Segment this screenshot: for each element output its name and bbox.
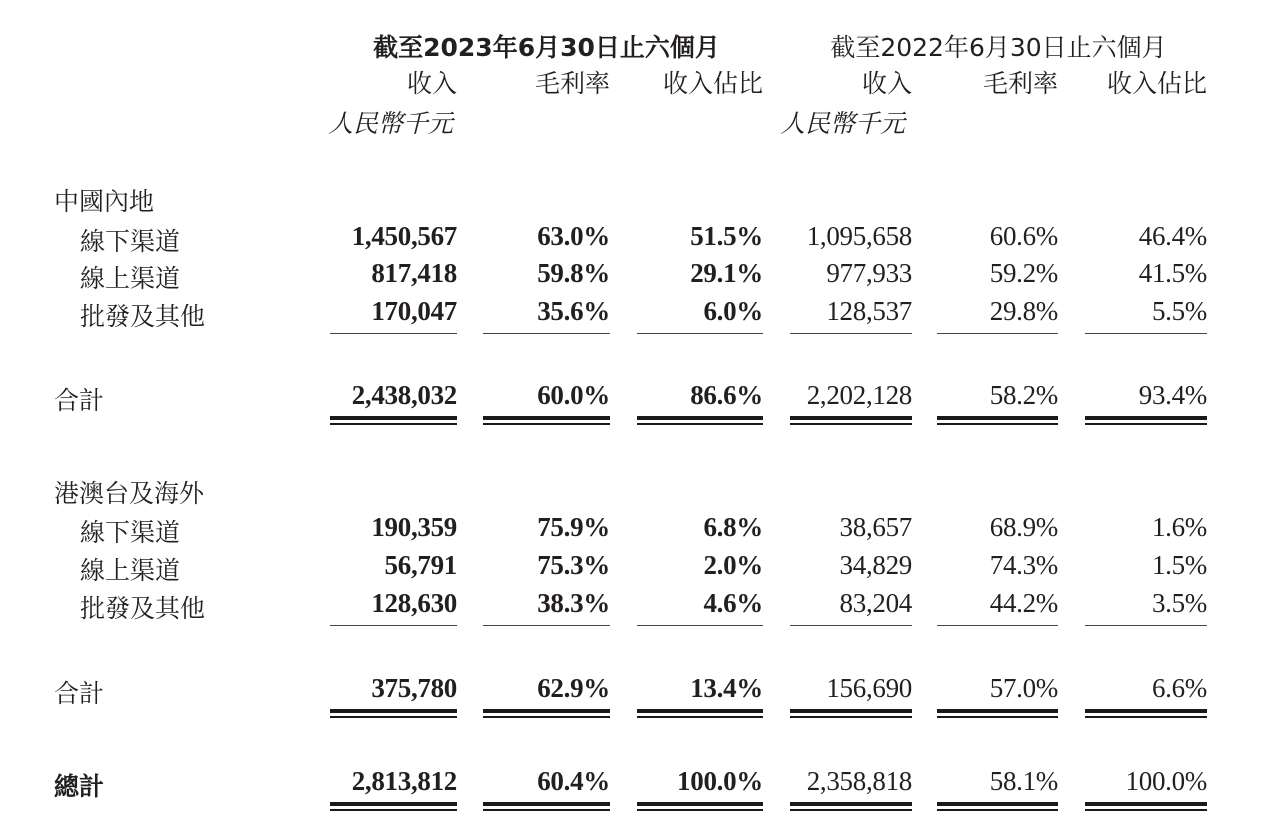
table-cell: 190,359 [371, 512, 457, 542]
underline [790, 625, 912, 626]
table-cell: 29.8% [989, 296, 1058, 326]
col-header-gross-margin-2022: 毛利率 [982, 69, 1058, 98]
subtotal-cell: 2,202,128 [806, 380, 912, 410]
grand-total-cell: 100.0% [677, 766, 763, 796]
grand-total-label: 總計 [54, 772, 105, 801]
table-cell: 1,450,567 [351, 221, 457, 251]
table-cell: 6.0% [703, 296, 763, 326]
grand-total-cell: 58.1% [989, 766, 1058, 796]
subtotal-label: 合計 [54, 679, 105, 708]
table-cell: 38.3% [537, 588, 610, 618]
row-label: 線上渠道 [80, 264, 181, 293]
table-cell: 44.2% [989, 588, 1058, 618]
table-cell: 56,791 [384, 550, 457, 580]
table-cell: 1.6% [1151, 512, 1207, 542]
underline [330, 333, 457, 334]
grand-total-cell: 2,813,812 [351, 766, 457, 796]
subtotal-cell: 13.4% [690, 673, 763, 703]
table-cell: 46.4% [1138, 221, 1207, 251]
table-cell: 5.5% [1151, 296, 1207, 326]
row-label: 線下渠道 [80, 518, 181, 547]
table-cell: 817,418 [371, 258, 457, 288]
unit-label-2022: 人民幣千元 [780, 109, 906, 138]
col-header-revenue-2022: 收入 [861, 69, 912, 98]
row-label: 批發及其他 [80, 302, 206, 331]
underline [330, 625, 457, 626]
underline [483, 625, 610, 626]
table-cell: 74.3% [989, 550, 1058, 580]
table-cell: 6.8% [703, 512, 763, 542]
underline [1085, 333, 1207, 334]
row-label: 批發及其他 [80, 594, 206, 623]
table-cell: 29.1% [690, 258, 763, 288]
subtotal-cell: 58.2% [989, 380, 1058, 410]
table-cell: 1.5% [1151, 550, 1207, 580]
subtotal-cell: 375,780 [371, 673, 457, 703]
subtotal-cell: 6.6% [1151, 673, 1207, 703]
table-cell: 68.9% [989, 512, 1058, 542]
table-cell: 41.5% [1138, 258, 1207, 288]
col-header-revenue-share-2023: 收入佔比 [662, 69, 763, 98]
underline [1085, 625, 1207, 626]
table-cell: 59.2% [989, 258, 1058, 288]
underline [937, 625, 1058, 626]
table-cell: 35.6% [537, 296, 610, 326]
period-header-2023: 截至2023年6月30日止六個月 [373, 33, 720, 62]
table-cell: 1,095,658 [806, 221, 912, 251]
col-header-revenue-2023: 收入 [406, 69, 457, 98]
section-title-mainland-china: 中國內地 [54, 187, 155, 216]
underline [937, 333, 1058, 334]
table-cell: 977,933 [826, 258, 912, 288]
table-cell: 75.9% [537, 512, 610, 542]
period-header-2022: 截至2022年6月30日止六個月 [830, 33, 1167, 62]
underline [637, 333, 763, 334]
table-cell: 60.6% [989, 221, 1058, 251]
table-cell: 3.5% [1151, 588, 1207, 618]
table-cell: 128,537 [826, 296, 912, 326]
underline [483, 333, 610, 334]
table-cell: 83,204 [839, 588, 912, 618]
section-title-hk-macau-taiwan-overseas: 港澳台及海外 [54, 479, 205, 508]
table-cell: 34,829 [839, 550, 912, 580]
table-cell: 59.8% [537, 258, 610, 288]
subtotal-cell: 60.0% [537, 380, 610, 410]
underline [637, 625, 763, 626]
subtotal-label: 合計 [54, 386, 105, 415]
table-cell: 51.5% [690, 221, 763, 251]
underline [790, 333, 912, 334]
subtotal-cell: 62.9% [537, 673, 610, 703]
unit-label-2023: 人民幣千元 [328, 109, 454, 138]
grand-total-cell: 100.0% [1125, 766, 1207, 796]
subtotal-cell: 93.4% [1138, 380, 1207, 410]
row-label: 線下渠道 [80, 227, 181, 256]
subtotal-cell: 57.0% [989, 673, 1058, 703]
table-cell: 128,630 [371, 588, 457, 618]
col-header-gross-margin-2023: 毛利率 [534, 69, 610, 98]
subtotal-cell: 2,438,032 [351, 380, 457, 410]
subtotal-cell: 156,690 [826, 673, 912, 703]
table-cell: 4.6% [703, 588, 763, 618]
table-cell: 170,047 [371, 296, 457, 326]
grand-total-cell: 60.4% [537, 766, 610, 796]
table-cell: 75.3% [537, 550, 610, 580]
table-cell: 63.0% [537, 221, 610, 251]
grand-total-cell: 2,358,818 [806, 766, 912, 796]
table-cell: 2.0% [703, 550, 763, 580]
col-header-revenue-share-2022: 收入佔比 [1106, 69, 1207, 98]
subtotal-cell: 86.6% [690, 380, 763, 410]
table-cell: 38,657 [839, 512, 912, 542]
row-label: 線上渠道 [80, 556, 181, 585]
